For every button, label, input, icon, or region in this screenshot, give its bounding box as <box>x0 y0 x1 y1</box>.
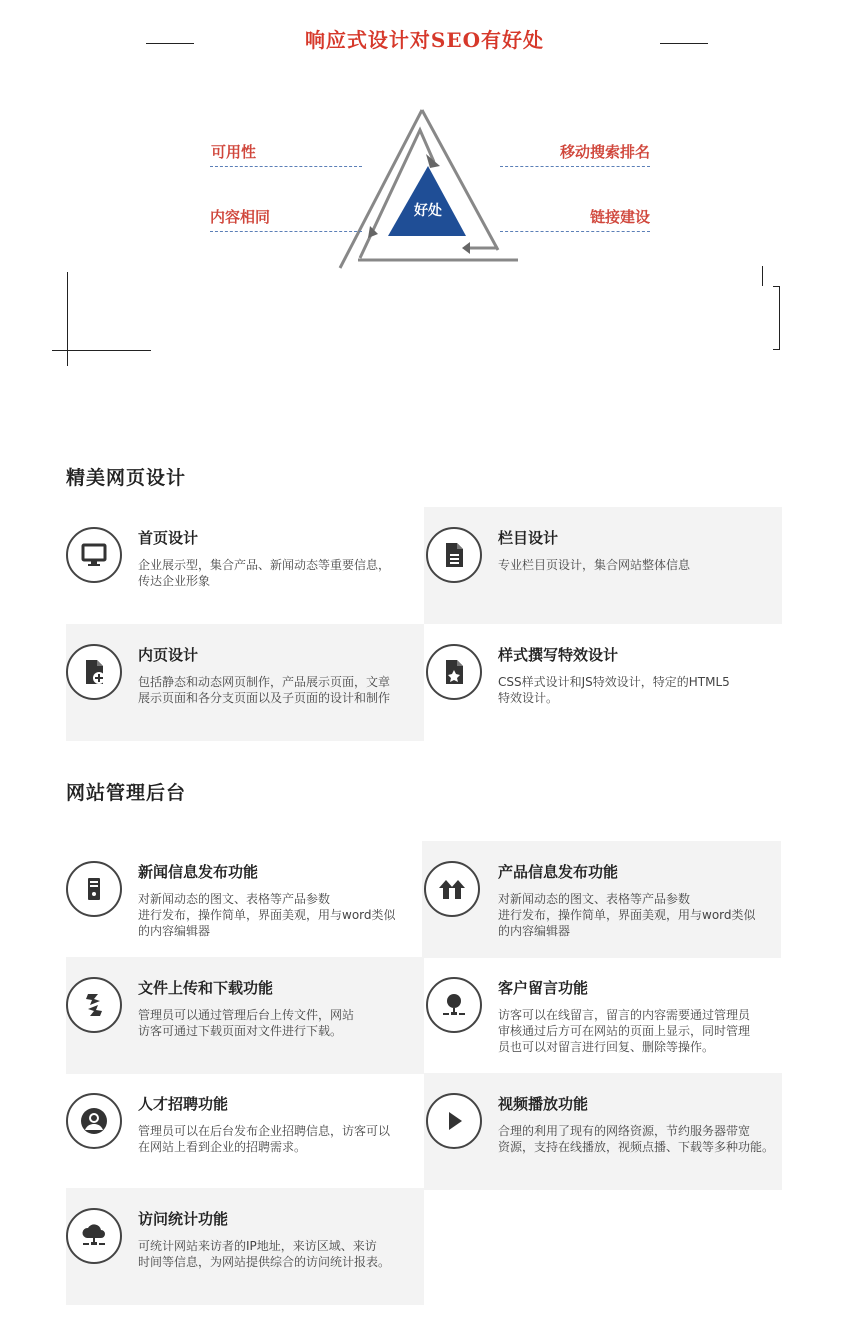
card-style-effects-design <box>424 624 782 741</box>
section-title-web-design: 精美网页设计 <box>66 467 187 489</box>
benefit-mobile-ranking: 移动搜索排名 <box>559 143 650 161</box>
card-title: 产品信息发布功能 <box>498 863 619 881</box>
user-icon <box>66 1093 122 1149</box>
crop-mark-left-vertical <box>67 272 68 366</box>
card-title: 视频播放功能 <box>498 1095 589 1113</box>
card-title: 栏目设计 <box>498 529 559 547</box>
file-add-icon <box>66 644 122 700</box>
card-description: 对新闻动态的图文、表格等产品参数 进行发布，操作简单，界面美观，用与word类似 的内容编辑器 <box>498 892 756 938</box>
crop-mark-right-top <box>773 286 780 287</box>
card-title: 访问统计功能 <box>138 1210 229 1228</box>
document-icon <box>426 527 482 583</box>
card-description: 企业展示型，集合产品、新闻动态等重要信息， 传达企业形象 <box>138 558 391 588</box>
card-description: 访客可以在线留言，留言的内容需要通过管理员 审核通过后方可在网站的页面上显示，同时管理 员也可以对留言进行回复、删除等操作。 <box>498 1008 751 1054</box>
card-description: 管理员可以在后台发布企业招聘信息，访客可以 在网站上看到企业的招聘需求。 <box>138 1124 391 1154</box>
section-title-admin-backend: 网站管理后台 <box>66 782 187 804</box>
network-icon <box>426 977 482 1033</box>
card-title: 内页设计 <box>138 646 199 664</box>
benefit-usability: 可用性 <box>211 143 257 161</box>
center-label: 好处 <box>414 203 442 219</box>
benefit-usability-underline <box>210 166 362 167</box>
benefits-diagram <box>200 100 660 280</box>
card-description: CSS样式设计和JS特效设计，特定的HTML5 特效设计。 <box>498 675 730 705</box>
card-visit-statistics <box>66 1188 424 1305</box>
card-title: 客户留言功能 <box>498 979 589 997</box>
card-title: 文件上传和下载功能 <box>138 979 274 997</box>
card-title: 首页设计 <box>138 529 199 547</box>
upload-arrows-icon <box>424 861 480 917</box>
card-news-publish <box>66 841 424 958</box>
card-recruitment <box>66 1073 424 1190</box>
card-product-publish <box>422 841 781 958</box>
card-description: 包括静态和动态网页制作，产品展示页面，文章 展示页面和各分支页面以及子页面的设计和制作 <box>138 675 391 705</box>
title-left-rule <box>146 43 194 44</box>
card-home-design <box>66 507 424 624</box>
card-description: 管理员可以通过管理后台上传文件，网站 访客可通过下载页面对文件进行下载。 <box>138 1008 355 1038</box>
file-effect-icon <box>426 644 482 700</box>
cycle-triangle-icon <box>200 100 660 280</box>
card-title: 人才招聘功能 <box>138 1095 229 1113</box>
title-right-rule <box>660 43 708 44</box>
crop-mark-right-bottom <box>773 349 780 350</box>
server-icon <box>66 861 122 917</box>
crop-mark-right-vertical <box>779 286 780 350</box>
card-column-design <box>424 507 782 624</box>
cloud-network-icon <box>66 1208 122 1264</box>
benefit-link-building-underline <box>500 231 650 232</box>
card-description: 合理的利用了现有的网络资源，节约服务器带宽 资源，支持在线播放，视频点播、下载等多种功能。 <box>498 1124 775 1154</box>
card-title: 新闻信息发布功能 <box>138 863 259 881</box>
crop-mark-left-horizontal <box>52 350 151 351</box>
card-description: 对新闻动态的图文、表格等产品参数 进行发布，操作简单，界面美观，用与word类似 的内容编辑器 <box>138 892 396 938</box>
benefit-mobile-ranking-underline <box>500 166 650 167</box>
crop-mark-right-tick <box>762 266 763 286</box>
benefit-link-building: 链接建设 <box>589 208 650 226</box>
play-icon <box>426 1093 482 1149</box>
card-inner-page-design <box>66 624 424 741</box>
card-customer-message <box>424 957 782 1074</box>
card-description: 可统计网站来访者的IP地址，来访区域、来访 时间等信息，为网站提供综合的访问统计报表。 <box>138 1239 391 1269</box>
page-title: 响应式设计对SEO有好处 <box>304 28 545 52</box>
benefit-same-content-underline <box>210 231 362 232</box>
transfer-icon <box>66 977 122 1033</box>
monitor-icon <box>66 527 122 583</box>
card-description: 专业栏目页设计，集合网站整体信息 <box>498 558 691 572</box>
card-title: 样式撰写特效设计 <box>498 646 619 664</box>
card-video-playback <box>424 1073 782 1190</box>
benefit-same-content: 内容相同 <box>210 208 271 226</box>
card-file-transfer <box>66 957 424 1074</box>
